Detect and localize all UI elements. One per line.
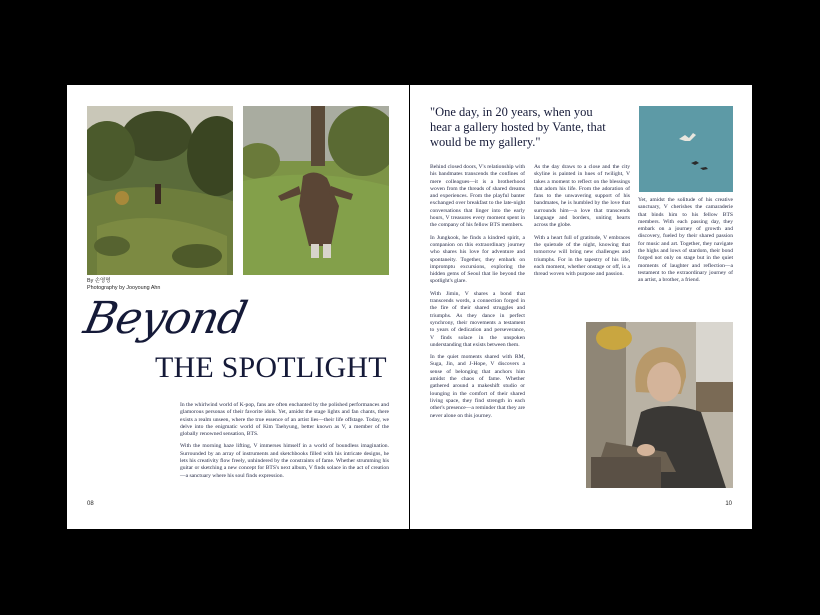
artist-studio-photo [586, 322, 733, 488]
garden-photo [87, 106, 233, 275]
byline: By 손영명 [87, 278, 111, 284]
title-caps: THE SPOTLIGHT [155, 351, 387, 384]
right-page [410, 85, 752, 529]
paragraph: As the day draws to a close and the city skyline is painted in hues of twilight, V takes a moment to reflect on the blessings that adorn his life. From the adoration of fans to the unwavering support of his bandmates, he is humbled by the love that surrounds him—a love that transcends language and borders, uniting hearts across the globe. [534, 164, 630, 229]
column-1 [430, 164, 525, 425]
birds-sky-photo [639, 106, 733, 192]
page-number-left: 08 [87, 501, 94, 507]
left-page [67, 85, 409, 529]
intro-text [180, 402, 389, 485]
column-3 [638, 197, 733, 290]
paragraph: Yet, amidst the solitude of his creative sanctuary, V cherishes the camaraderie that binds him to his fellow BTS members. With each passing day, they embark on a journey of growth and discovery, fueled by their shared passion for music and art. Together, they navigate the highs and lows of stardom, their bond forged not only on stage but in the quiet moments of laughter and reflection—a testament to the extraordinary journey of an artist, a brother, a friend. [638, 197, 733, 284]
column-2 [534, 164, 630, 283]
paragraph: With Jimin, V shares a bond that transcends words, a connection forged in the fire of their shared struggles and triumphs. As they dance in perfect synchrony, their movements a testament to years of dedication and perseverance, V finds solace in the unspoken understanding that exists between them. [430, 290, 525, 348]
paragraph: In Jungkook, he finds a kindred spirit, a companion on this extraordinary journey who shares his love for adventure and spontaneity. Together, they embark on impromptu excursions, exploring the hidden gems of Seoul that lie beyond the spotlight's glare. [430, 234, 525, 285]
paragraph: In the whirlwind world of K-pop, fans are often enchanted by the polished performances and glamorous personas of their favorite idols. Yet, amidst the stage lights and fan chants, there exists a realm unseen, where the true essence of an artist lies—their life offstage. Today, we delve into the enigmatic world of Kim Taehyung, better known as V, a member of the globally renowned sensation, BTS. [180, 402, 389, 438]
paragraph: Behind closed doors, V's relationship with his bandmates transcends the confines of mere colleagues—it is a brotherhood woven from the threads of shared dreams and experiences. From the playful banter exchanged over breakfast to the late-night conversations that linger into the early hours, V treasures every moment spent in the company of his fellow BTS members. [430, 164, 525, 229]
paragraph: With the morning haze lifting, V immerses himself in a world of boundless imagination. Surrounded by an array of instruments and sketchbooks filled with his intricate designs, he lets his creativity flow freely, unhindered by the constraints of fame. Whether strumming his guitar or sketching a new concept for BTS's next album, V finds solace in the act of creation—a sanctuary where his soul finds expression. [180, 443, 389, 479]
photo-credit [87, 278, 160, 292]
paragraph: In the quiet moments shared with RM, Suga, Jin, and J-Hope, V discovers a sense of belonging that anchors him amidst the chaos of fame. Whether gathered around a makeshift studio or lounging in the comfort of their shared living space, they find strength in each other's presence—a reminder that they are never alone on this journey. [430, 354, 525, 419]
title-script: Beyond [79, 293, 251, 344]
pull-quote: "One day, in 20 years, when you hear a gallery hosted by Vante, that would be my gallery." [430, 105, 606, 149]
paragraph: With a heart full of gratitude, V embraces the quietude of the night, knowing that tomorrow will bring new challenges and triumphs. For in the tapestry of his life, each moment, whether onstage or off, is a thread woven with purpose and passion. [534, 234, 630, 278]
walking-person-photo [243, 106, 389, 275]
photographer-credit: Photography by Jooyoung Ahn [87, 285, 161, 291]
page-number-right: 10 [725, 501, 732, 507]
